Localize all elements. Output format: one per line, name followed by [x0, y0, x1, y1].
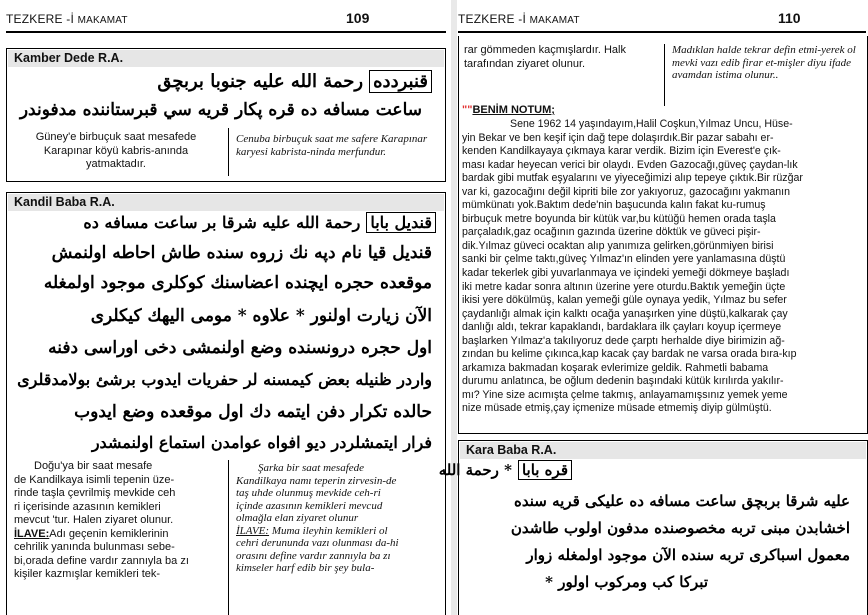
kandil-italic-ilave-line: [236, 525, 442, 538]
note-body: [462, 118, 864, 416]
note-line: dik.Yılmaz güveci ocaktan alıp yanımıza gelirken,görünmiyen birisi: [462, 239, 774, 252]
kandil-baba-title: Kandil Baba R.A.: [8, 194, 444, 211]
kandil-turkish-line: mevcut 'tur. Halen ziyaret olunur.: [14, 514, 174, 526]
note-line: danlığı aldı, tekrar kapaklandı, bardaklara ilk çayları koyup içermeye: [462, 321, 782, 334]
page-number: 109: [346, 10, 370, 26]
kandil-turkish-line: kişiler kazmışlar kemikleri tek-: [14, 568, 161, 580]
kandil-turkish-line: cehrilik yanında bulunması sebe-: [14, 541, 175, 553]
kandil-turkish-line: rinde taşla çevrilmiş mevkide ceh: [14, 487, 176, 499]
kandil-turkish-line: bi,orada define vardır zannıyla ba zı: [14, 554, 189, 567]
note-line: var ki, gazocağını değil kipriti bile zor yakıyoruz, gazocağını yakmanın: [462, 185, 790, 198]
kamber-turkish-text: Güney'e birbuçuk saat mesafede Karapınar köyü kabris-anında yatmaktadır.: [35, 131, 197, 170]
kara-arabic-name-box: قره بابا: [518, 460, 572, 480]
note-line: yin Bekar ve ben keşif için dağ tepe dolaşırdık.Bir pazar sabahı er-: [462, 131, 774, 144]
running-header: [6, 12, 128, 26]
page-number: 110: [778, 10, 801, 26]
note-quote-mark: "": [462, 104, 473, 116]
kandil-arabic-line: واردر ظنيله بعض كيمسنه لر حفريات ايدوب برشئ بولامدقلرى: [17, 370, 432, 389]
note-line: nize müsade etmiş,çay içmenize müsade etmemiş diyip gülmüştü.: [462, 402, 772, 415]
kandil-arabic-line: الآن زيارت اولنور * علاوه * مومى اليهك كيكلرى: [90, 306, 432, 326]
kara-arabic-line: عليه شرقا بربچق ساعت مسافه ده عليكى قريه سنده: [514, 492, 850, 510]
note-line: bardak gibi mutfak eşyalarını ve yiyeceğimizi alıp tepeye çıktık.Bir rüzğar: [462, 172, 803, 185]
kara-arabic-line: اخشابدن مبنى تربه مخصوصنده مدفون اولوب طاشدن: [510, 519, 850, 537]
right-page: [438, 0, 868, 615]
kandil-italic-line: taş uhde olunmuş mevkide ceh-ri: [236, 487, 381, 499]
kandil-arabic-name-box: قنديل بابا: [366, 212, 436, 233]
header-title: TEZKERE -İ: [458, 12, 527, 26]
kamber-arabic-line-1-text: رحمة الله عليه جنوبا بربچق: [157, 71, 364, 92]
continuation-italic-text: Madıklan halde tekrar defin etmi-yerek ol mevki vazı edib firar et-mişler diyu ifade avamdan istima olunur..: [672, 44, 856, 81]
kamber-dede-title: Kamber Dede R.A.: [8, 50, 444, 67]
kamber-italic-text: Cenuba birbuçuk saat me safere Karapınar karyesi kabrista-ninda merfundur.: [236, 133, 428, 158]
header-rule: [6, 31, 446, 33]
running-header: [458, 12, 580, 26]
continuation-column-divider: [664, 44, 665, 106]
note-heading: [462, 104, 555, 118]
note-line: durumu anlatınca, be oğlum dedenin başındaki kütük kırılırda yakılır-: [462, 375, 784, 388]
note-line: arkamıza bakmadan koşarak evlerimize geldik. Rahmetli babama: [462, 361, 769, 374]
header-rule: [458, 31, 866, 33]
kandil-arabic-line: حالده تكرار دفن ايتمه دك اول موقعده وضع ايدوب: [74, 402, 432, 422]
header-title-2: MAKAMAT: [77, 15, 128, 26]
kandil-italic-line: olmağla elan ziyaret olunur: [236, 512, 359, 524]
kandil-italic-line: cehri derununda vazı olunması da-hi: [236, 537, 399, 549]
ilave-label: İLAVE:: [14, 527, 50, 540]
kamber-arabic-line-1: [157, 70, 432, 93]
kandil-italic-line: kimseler harf edib bir şey bula-: [236, 562, 375, 574]
note-line: başlarken Yılmaz'a takılıyoruz dede çarptı herhalde diye birimizin ağ-: [462, 334, 785, 347]
note-line: ikisi yere dökülmüş, kalan yemeği güle oynaya yedik, Yılmaz bu sefer: [462, 294, 787, 307]
kandil-ilave-line: [14, 528, 218, 542]
kandil-italic-line: Şarka bir saat mesafede: [258, 462, 365, 474]
kandil-column-divider: [228, 460, 229, 615]
note-line: Sene 1962 14 yaşındayım,Halil Coşkun,Yılmaz Uncu, Hüse-: [510, 118, 793, 130]
header-title: TEZKERE -İ: [6, 12, 75, 26]
kandil-italic-line: orasını define vardır zannıyla ba zı: [236, 549, 391, 562]
kamber-arabic-line-2: ساعت مسافه ده قره پكار قريه سي قبرستاننده مدفوندر: [19, 100, 422, 120]
kandil-ilave-text: Adı geçenin kemiklerinin: [49, 527, 169, 540]
italic-ilave-label: İLAVE:: [236, 524, 270, 537]
kandil-turkish-line: ri içerisinde azasının kemikleri: [14, 500, 161, 513]
note-line: iki metre kadar sonra altının üzerine yere oturdu.Baktık yemeğin üçte: [462, 280, 786, 293]
kara-arabic-line: تبركا كب ومركوب اولور *: [545, 573, 708, 591]
note-line: ması kadar heyecan verici bir olaydı. Evden Gazocağı,güveç çaydan-lık: [462, 158, 798, 171]
kandil-arabic-line: اول حجره درونسنده وضع اولنمشى دخى اوراسى دفنه: [48, 338, 432, 358]
note-line: sanki bir çelme taktı,güveç Yılmaz'ın elinden yere yanlamasına düştü: [462, 253, 786, 266]
kara-arabic-line: معمول اسباكرى تربه سنده الآن موجود اولمغله زوار: [526, 546, 850, 564]
note-line: kenden Kandilkayaya çıkmaya karar verdik. Bizim için Everest'e çık-: [462, 145, 781, 158]
kandil-turkish-line: Doğu'ya bir saat mesafe: [34, 460, 153, 472]
kandil-italic-ilave-text: Muma ileyhin kemikleri ol: [269, 524, 388, 537]
note-line: mümkünatı yok.Baktım dede'nin başucunda kalın fakat ku-rumuş: [462, 199, 766, 212]
kandil-italic-line: içinde azasının kemikleri mevcud: [236, 499, 383, 512]
kamber-arabic-name-box: قنبردده: [369, 70, 432, 93]
header-title-2: MAKAMAT: [529, 15, 580, 26]
kandil-italic-line: Kandilkaya namı teperin zirvesin-de: [236, 474, 397, 487]
continuation-turkish-text: rar gömmeden kaçmışlardır. Halk tarafından ziyaret olunur.: [464, 44, 626, 70]
kandil-turkish-text: [14, 460, 218, 582]
note-line: çaydanlığı almak için kalktı ocağa yanaşırken yine düştü,kalkarak çay: [462, 307, 788, 320]
kandil-turkish-line: de Kandilkaya isimli tepenin üze-: [14, 473, 175, 486]
kandil-arabic-line: فرار ايتمشلردر ديو افواه عوامدن استماع اولنمشدر: [91, 433, 432, 452]
kandil-italic-text: [236, 462, 442, 575]
kara-arabic-head-text: * رحمة الله: [438, 461, 512, 479]
kandil-arabic-line: موقعده حجره ايچنده اعضاسنك كوكلرى موجود اولمغله: [43, 273, 432, 293]
kandil-arabic-line: قنديل قيا نام دپه نك زروه سنده طاش احاطه اولنمش: [51, 243, 432, 263]
kara-baba-title: Kara Baba R.A.: [460, 442, 866, 459]
note-line: parçaladık,gaz ocağının gazında üzerine döktük ve güveci pişir-: [462, 226, 761, 239]
kara-arabic-head: [439, 460, 572, 480]
kandil-arabic-head-text: رحمة الله عليه شرقا بر ساعت مسافه ده: [83, 213, 361, 232]
note-line: mı? Yine size acımışta çelme takmış, anlayamamışsınız yemek yeme: [462, 388, 788, 401]
note-line: kadar tekerlek gibi yuvarlanmaya ve içindeki yemeği dökmeye başladı: [462, 267, 790, 280]
note-line: zından bu kelime çıkınca,kap kacak çay bardak ne varsa orada bıra-kıp: [462, 348, 797, 361]
note-line: birbuçuk metre boyunda bir kütük var,bu kütüğü hemen orada taşla: [462, 212, 776, 225]
kandil-arabic-head: [83, 212, 436, 233]
kamber-column-divider: [228, 128, 229, 176]
note-title: BENİM NOTUM;: [472, 104, 555, 116]
